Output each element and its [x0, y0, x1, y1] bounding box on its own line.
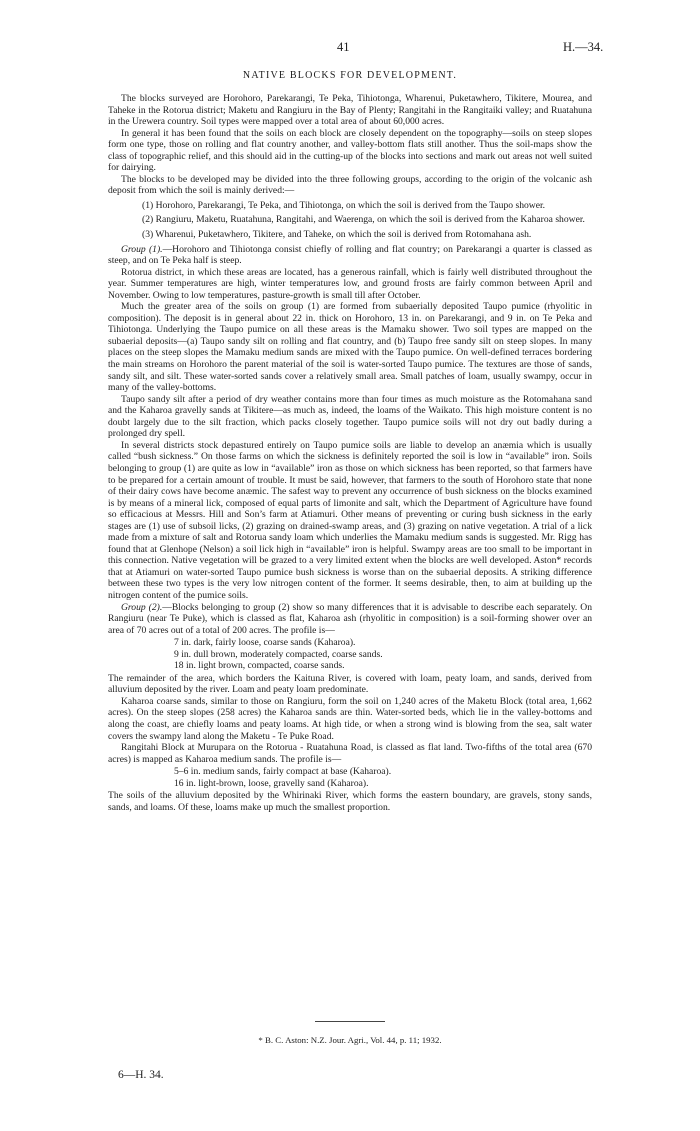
paragraph: In general it has been found that the soils on each block are closely dependent on the topography—soils on steep slopes form one type, those on rolling and flat country another, and valley-bottom flats still another. Thus the soil-maps show the class of topographic relief, and this should aid in the cutting-up of the blocks into sections and mark out areas not well suited for dairying.: [108, 127, 592, 174]
footnote-rule: [315, 1021, 385, 1022]
paragraph: Taupo sandy silt after a period of dry weather contains more than four times as much moisture as the Rotomahana sand and the Kaharoa gravelly sands at Tikitere—as much as, indeed, the loams of the Waikato. This high moisture content is no doubt largely due to the silt fraction, which packs closely together. Taupo pumice soils will not dry out badly during a prolonged dry spell.: [108, 393, 592, 440]
group-paragraph: [108, 602, 592, 637]
group-label: Group (2).: [121, 601, 163, 613]
body-text: [108, 93, 592, 813]
profile-line: 18 in. light brown, compacted, coarse sands.: [174, 660, 345, 672]
signature-mark: 6—H. 34.: [118, 1069, 164, 1081]
paragraph: The soils of the alluvium deposited by the Whirinaki River, which forms the eastern boundary, are gravels, stony sands, sands, and loams. Of these, loams make up much the smallest proportion.: [108, 790, 592, 813]
group-label: Group (1).: [121, 243, 163, 255]
group-paragraph: [108, 244, 592, 267]
profile-line: 7 in. dark, fairly loose, coarse sands (Kaharoa).: [174, 637, 356, 649]
paragraph: Rotorua district, in which these areas are located, has a generous rainfall, which is fairly well distributed throughout the year. Summer temperatures are high, winter temperatures low, and ground frosts are fairly common between April and November. Owing to low temperatures, pasture-growth is small till after October.: [108, 266, 592, 301]
paragraph: The blocks surveyed are Horohoro, Parekarangi, Te Peka, Tihiotonga, Wharenui, Puketawhero, Tikitere, Mourea, and Taheke in the Rotorua district; Maketu and Rangiuru in the Bay of Plenty; Rangitahi in the Rangitaiki valley; and Ruatahuna in the Urewera country. Soil types were mapped over a total area of about 60,000 acres.: [108, 93, 592, 128]
profile-line: 16 in. light-brown, loose, gravelly sand (Kaharoa).: [174, 777, 369, 789]
paragraph: Much the greater area of the soils on group (1) are formed from subaerially deposited Taupo pumice (rhyolitic in composition). The deposit is in general about 22 in. thick on Horohoro, 13 in. on Parekarangi, and 9 in. on Te Peka and Tihiotonga. Underlying the Taupo pumice on all these areas is the Mamaku shower. Two soil types are mapped on the subaerial deposits—(a) Taupo sandy silt on rolling and flat country, and (b) Taupo free sandy silt on steep slopes. In many places on the steep slopes the Mamaku medium sands are mixed with the Taupo pumice. On well-defined terraces bordering the main streams on Horohoro the parent material of the soil is water-sorted Taupo pumice. The textures are those of sands, sandy silt, and silt. These water-sorted sands cover a relatively small area. Small patches of loam, usually swampy, occur in many of the valley-bottoms.: [108, 301, 592, 394]
page-number: 41: [337, 40, 350, 54]
list-item: (1) Horohoro, Parekarangi, Te Peka, and Tihiotonga, on which the soil is derived from the Taupo shower.: [142, 199, 546, 211]
group-text: —Horohoro and Tihiotonga consist chiefly of rolling and flat country; on Parekarangi a quarter is classed as steep, and on Te Peka half is steep.: [108, 243, 592, 267]
footnote: * B. C. Aston: N.Z. Jour. Agri., Vol. 44, p. 11; 1932.: [258, 1035, 442, 1045]
section-title: NATIVE BLOCKS FOR DEVELOPMENT.: [242, 70, 458, 81]
paragraph: The blocks to be developed may be divided into the three following groups, according to the origin of the volcanic ash deposit from which the soil is mainly derived:—: [108, 173, 592, 197]
paragraph: In several districts stock depastured entirely on Taupo pumice soils are liable to develop an anæmia which is usually called “bush sickness.” On those farms on which the sickness is definitely reported the soil is low in “available” iron. Soils belonging to group (1) are quite as low in “available” iron as those on which sickness has been reported, so that farmers have to be prepared for a certain amount of trouble. It must be said, however, that farmers to the south of Horohoro state that none of their dairy cows have become anæmic. The safest way to prevent any occurrence of bush sickness on the blocks examined is by means of a mineral lick, composed of equal parts of limonite and salt, which the Department of Agriculture have found so efficacious at Messrs. Hill and Son’s farm at Atiamuri. Other means of preventing or curing bush sickness in the early stages are (1) use of subsoil licks, (2) grazing on drained-swamp areas, and (3) grazing on native vegetation. A trial of a lick made from a mixture of salt and Rotorua sandy loam which underlies the Mamaku medium sands is suggested. Mr. Rigg has found that at Glenhope (Nelson) a soil lick high in “available” iron is helpful. Swampy areas are too small to be important in this connection. Native vegetation will be grazed to a very limited extent when the blocks are well developed. Aston* records that at Atiamuri on water-sorted Taupo pumice bush sickness is worse than on the subaerial deposits. A striking difference between these two types is the very low nitrogen content of the former. It seems desirable, then, to aim at building up the nitrogen content of the pumice soils.: [108, 439, 592, 601]
list-item: (2) Rangiuru, Maketu, Ruatahuna, Rangitahi, and Waerenga, on which the soil is derived from the Kaharoa shower.: [142, 214, 585, 226]
page-header: [0, 40, 700, 56]
group-text: —Blocks belonging to group (2) show so many differences that it is advisable to describe each separately. On Rangiuru (near Te Puke), which is classed as flat, Kaharoa ash (rhyolitic in composition) is a soil-forming shower over an area of 70 acres out of a total of 200 acres. The profile is—: [108, 601, 592, 636]
paragraph: The remainder of the area, which borders the Kaituna River, is covered with loam, peaty loam, and sands, derived from alluvium deposited by the river. Loam and peaty loam predominate.: [108, 672, 592, 696]
paragraph: Kaharoa coarse sands, similar to those on Rangiuru, form the soil on 1,240 acres of the Maketu Block (total area, 1,662 acres). On the steep slopes (258 acres) the Kaharoa sands are thin. Water-sorted beds, which lie in the valley-bottoms and along the coast, are chiefly loams and peaty loams. At high tide, or when a strong wind is blowing from the sea, salt water covers the swampy land along the Maketu - Te Puke Road.: [108, 695, 592, 742]
list-item: (3) Wharenui, Puketawhero, Tikitere, and Taheke, on which the soil is derived from Rotomahana ash.: [142, 229, 532, 241]
profile-line: 5–6 in. medium sands, fairly compact at base (Kaharoa).: [174, 766, 392, 778]
document-reference: H.—34.: [563, 40, 604, 54]
soil-profile: [108, 637, 592, 672]
soil-profile: [108, 766, 592, 789]
paragraph: Rangitahi Block at Murupara on the Rotorua - Ruatahuna Road, is classed as flat land. Two-fifths of the total area (670 acres) is mapped as Kaharoa medium sands. The profile is—: [108, 742, 592, 765]
profile-line: 9 in. dull brown, moderately compacted, coarse sands.: [174, 648, 383, 660]
